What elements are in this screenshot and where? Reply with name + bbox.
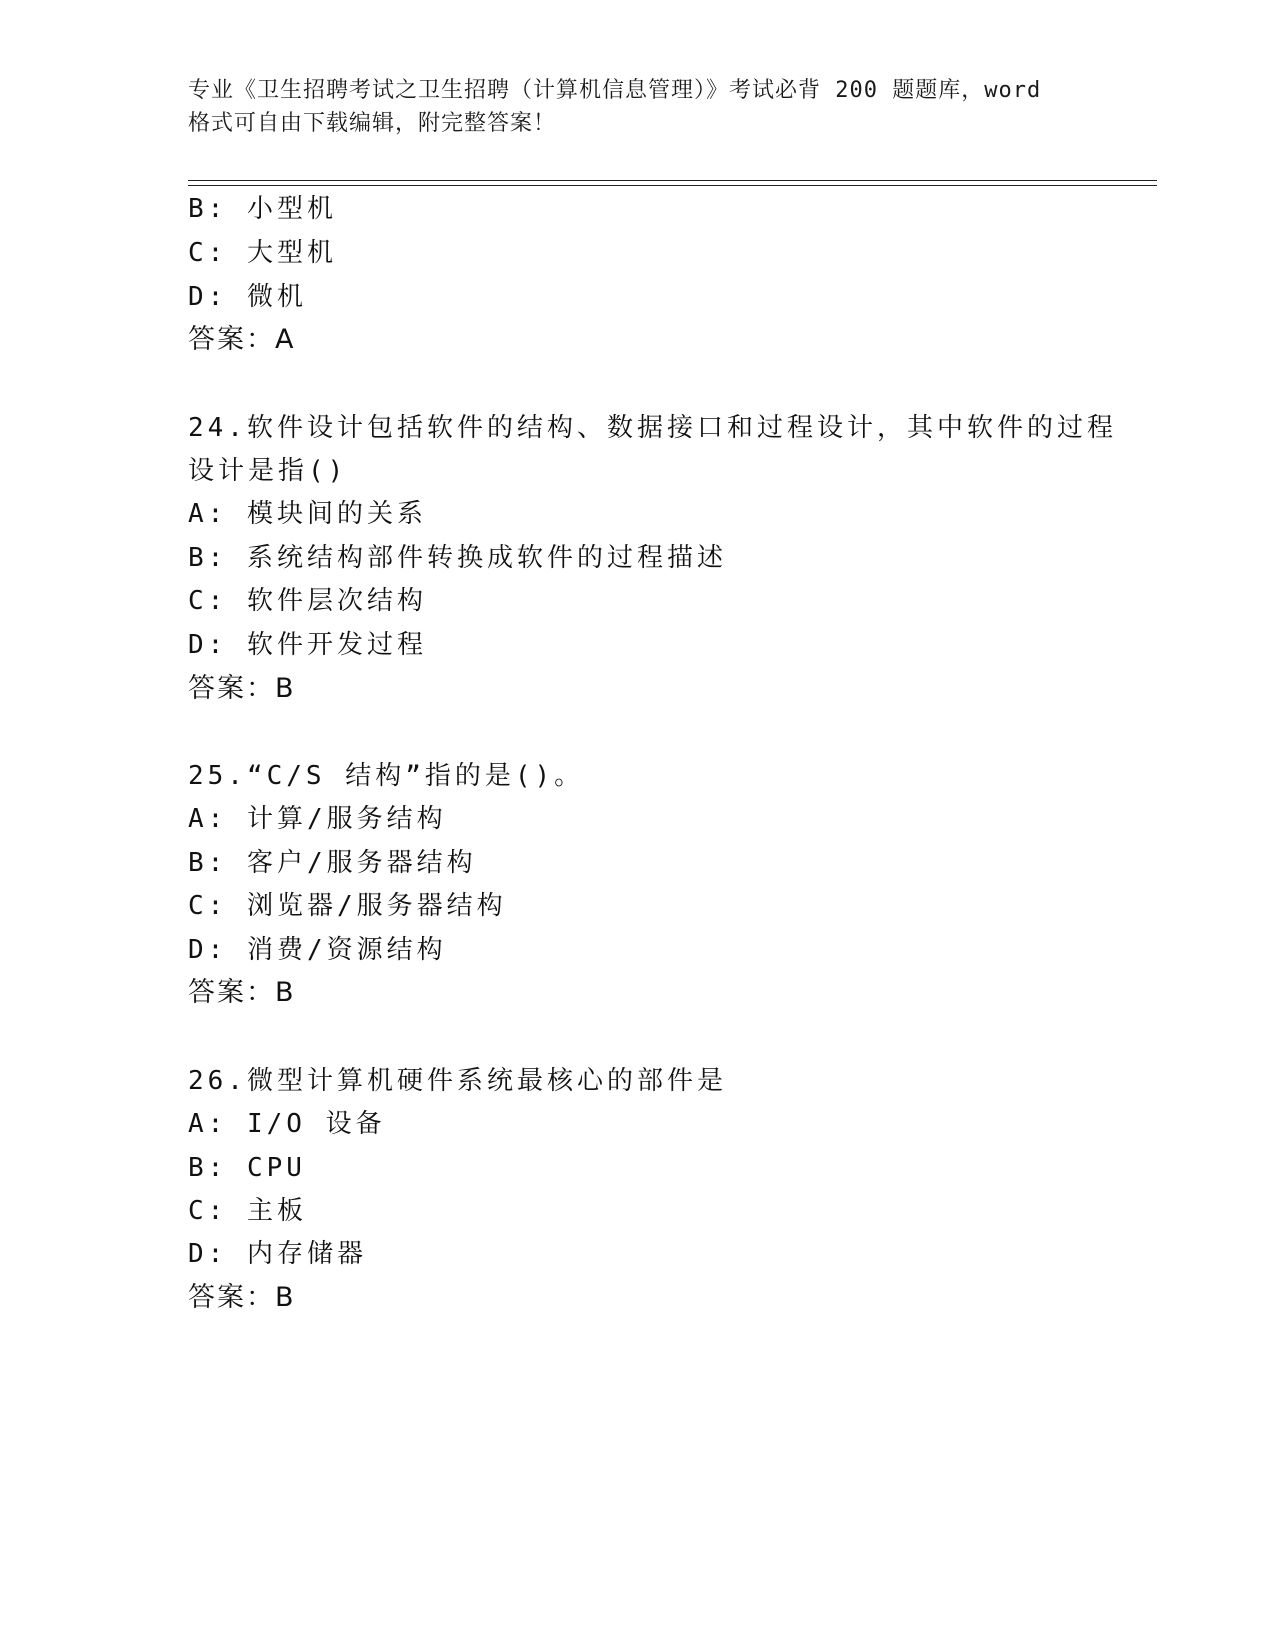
answer-label: 答案：B xyxy=(188,673,296,704)
document-header xyxy=(188,74,1088,140)
option-a: A: I/O 设备 xyxy=(188,1109,386,1139)
question-stem: 26.微型计算机硬件系统最核心的部件是 xyxy=(188,1066,727,1096)
option-a: A: 计算/服务结构 xyxy=(188,804,447,834)
option-d: D: 软件开发过程 xyxy=(188,630,427,660)
header-divider-bottom xyxy=(188,185,1157,186)
option-a: A: 模块间的关系 xyxy=(188,499,427,529)
option-c: C: 大型机 xyxy=(188,238,337,268)
question-stem-continued: 设计是指() xyxy=(188,456,348,486)
option-d: D: 内存储器 xyxy=(188,1239,367,1269)
header-line-2: 格式可自由下载编辑，附完整答案！ xyxy=(188,111,557,136)
option-b: B: 小型机 xyxy=(188,194,337,224)
option-d: D: 消费/资源结构 xyxy=(188,935,447,965)
option-b: B: 客户/服务器结构 xyxy=(188,848,477,878)
answer-label: 答案：B xyxy=(188,977,296,1008)
option-b: B: CPU xyxy=(188,1153,306,1183)
question-stem: 25.“C/S 结构”指的是()。 xyxy=(188,761,585,791)
header-divider-top xyxy=(188,180,1157,181)
option-d: D: 微机 xyxy=(188,282,307,312)
option-c: C: 软件层次结构 xyxy=(188,586,427,616)
answer-label: 答案：B xyxy=(188,1282,296,1313)
answer-label: 答案：A xyxy=(188,324,296,355)
option-b: B: 系统结构部件转换成软件的过程描述 xyxy=(188,543,727,573)
option-c: C: 主板 xyxy=(188,1196,307,1226)
option-c: C: 浏览器/服务器结构 xyxy=(188,891,507,921)
question-stem: 24.软件设计包括软件的结构、数据接口和过程设计，其中软件的过程 xyxy=(188,413,1117,443)
header-line-1: 专业《卫生招聘考试之卫生招聘（计算机信息管理）》考试必背 200 题题库，word xyxy=(188,78,1042,103)
